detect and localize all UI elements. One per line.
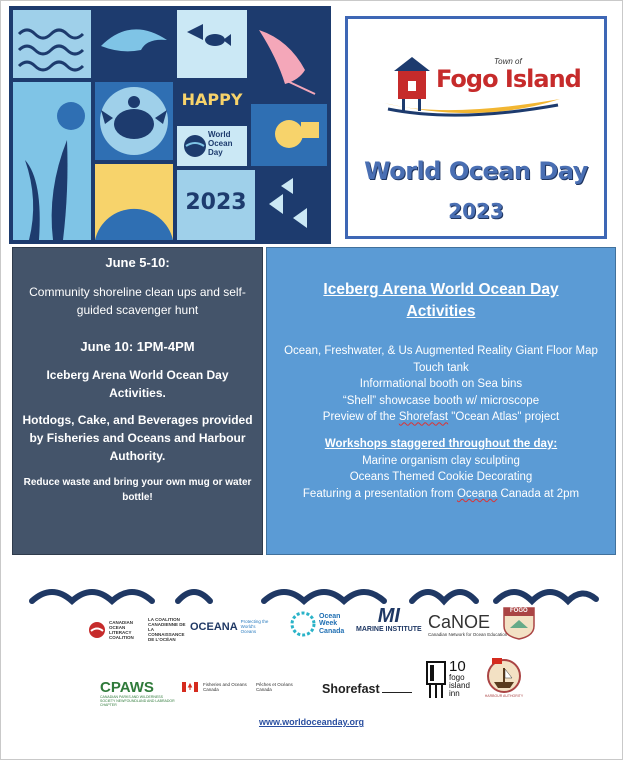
activities-panel (266, 247, 616, 555)
inn-building-icon (426, 660, 446, 698)
inn-number: 10 (449, 658, 466, 675)
colc-emblem-icon (88, 621, 106, 639)
event-title-box (345, 16, 607, 239)
owc-line-1: Ocean (319, 612, 341, 620)
preview-text-after: "Ocean Atlas" project (448, 411, 560, 424)
ocean-week-text (319, 613, 344, 636)
world-ocean-day-poster (9, 6, 331, 244)
activity-item: Touch tank (413, 361, 469, 374)
canoe-wordmark: CaNOE (428, 612, 491, 632)
activity-item: Ocean, Freshwater, & Us Augmented Reality Giant Floor Map (284, 345, 598, 357)
harbour-authority-text: HARBOUR AUTHORITY (484, 694, 524, 698)
badge-line-1: World (208, 130, 231, 139)
dfo-logo (182, 682, 296, 692)
logo-town-text: Town of (494, 57, 522, 66)
shorefast-wordmark: Shorefast (322, 682, 380, 696)
workshops-title: Workshops staggered throughout the day: (324, 437, 558, 450)
cpaws-wordmark: CPAWS (100, 679, 154, 696)
badge-line-3: Day (208, 148, 223, 157)
fogo-island-inn-logo (426, 660, 470, 698)
schedule-food-text: Hotdogs, Cake, and Beverages provided by Fisheries and Oceans and Harbour Authority. (22, 413, 253, 463)
cpaws-tagline: CANADIAN PARKS AND WILDERNESS SOCIETY NEWFOUNDLAND AND LABRADOR CHAPTER (100, 695, 175, 707)
oceana-logo (190, 619, 271, 634)
canoe-tagline: Canadian Network for Ocean Education (428, 632, 508, 637)
schedule-heading-june10: June 10: 1PM-4PM (80, 339, 195, 354)
canoe-logo (428, 612, 507, 637)
workshops-section (267, 436, 615, 502)
fogo-island-logo (348, 41, 604, 131)
mi-mark: MI (377, 605, 400, 627)
ocean-week-canada-logo (290, 611, 344, 637)
inn-name-3: inn (449, 689, 460, 698)
inn-name-2: island (449, 681, 470, 690)
schedule-arena-text: Iceberg Arena World Ocean Day Activities. (46, 368, 229, 400)
workshop-item: Oceans Themed Cookie Decorating (349, 471, 533, 484)
world-ocean-day-link[interactable]: www.worldoceanday.org (258, 717, 365, 727)
presentation-oceana-word: Oceana (456, 487, 498, 500)
preview-text-before: Preview of the (322, 411, 399, 424)
inn-name-1: fogo (449, 673, 465, 682)
event-year: 2023 (448, 199, 504, 223)
dfo-text-en: Fisheries and Oceans Canada (203, 682, 247, 692)
poster-badge (208, 130, 232, 157)
badge-line-2: Ocean (208, 139, 233, 148)
schedule-cleanup-text: Community shoreline clean ups and self-guided scavenger hunt (29, 285, 246, 317)
activity-item: Informational booth on Sea bins (359, 378, 523, 391)
preview-shorefast-word: Shorefast (398, 411, 449, 424)
activities-list (267, 343, 615, 426)
owc-line-3: Canada (319, 627, 345, 635)
shorefast-logo (322, 682, 412, 696)
oceana-wordmark: OCEANA (190, 620, 238, 633)
harbour-authority-crest-icon (482, 656, 526, 694)
event-title: World Ocean Day (364, 157, 588, 185)
poster-year-text: 2023 (185, 190, 247, 215)
presentation-text-before: Featuring a presentation from (302, 487, 457, 500)
ocean-week-ring-icon (290, 611, 316, 637)
schedule-heading-dates: June 5-10: (105, 255, 170, 270)
workshop-presentation (267, 486, 615, 503)
colc-logo (88, 617, 190, 642)
marine-institute-logo (356, 606, 422, 633)
dfo-text-fr: Pêches et Océans Canada (256, 682, 293, 692)
activity-item: “Shell” showcase booth w/ microscope (342, 394, 540, 407)
fogo-crest-logo (500, 604, 538, 640)
inn-text (449, 660, 470, 698)
colc-text-fr: LA COALITION CANADIENNE DE LA CONNAISSANCE DE L'OCÉAN (148, 617, 186, 642)
activities-title: Iceberg Arena World Ocean Day Activities (323, 281, 559, 320)
mi-name: MARINE INSTITUTE (356, 626, 422, 633)
cpaws-logo (100, 680, 178, 707)
schedule-panel (12, 247, 263, 555)
colc-text-en: CANADIAN OCEAN LITERACY COALITION (109, 619, 134, 640)
harbour-authority-logo (482, 656, 526, 699)
workshop-item: Marine organism clay sculpting (362, 454, 520, 467)
owc-line-2: Week (319, 620, 338, 628)
logo-name-text: Fogo Island (436, 65, 581, 93)
activity-item-preview (267, 409, 615, 426)
schedule-reduce-waste-text: Reduce waste and bring your own mug or water bottle! (23, 477, 252, 503)
presentation-text-after: Canada at 2pm (497, 487, 580, 500)
poster-happy-text: HAPPY (181, 90, 243, 109)
canada-flag-icon (182, 682, 198, 692)
shorefast-line (382, 692, 412, 693)
oceana-tagline: Protecting the World's Oceans (240, 619, 269, 634)
fogo-crest-label: FOGO (510, 608, 528, 614)
